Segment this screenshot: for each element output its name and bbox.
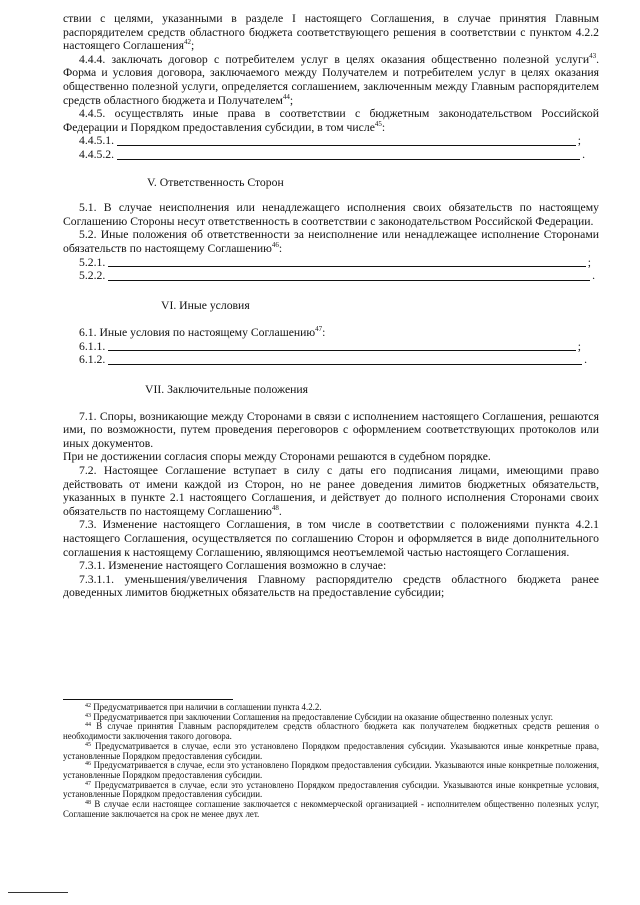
footnotes	[63, 703, 599, 819]
section-heading-5: V. Ответственность Сторон	[147, 175, 284, 189]
footnote-ref-47: 47	[315, 325, 323, 334]
footnote-48: $^{48}$ В случае если настоящее соглашение заключается с некоммерческой организацией - исполнителем общественно полезных услуг, Соглашение заключается на срок не менее двух лет.	[63, 799, 600, 819]
footnote-ref-42: 42	[183, 38, 191, 47]
blank-line	[117, 149, 580, 160]
fill-line-5-2-2: 5.2.2. .	[79, 269, 595, 283]
paragraph-5-2: 5.2. Иные положения об ответственности за неисполнение или ненадлежащее исполнение Сторонами обязательств по настоящему Соглашению$^{46}$:	[63, 228, 599, 255]
paragraph-5-1: 5.1. В случае неисполнения или ненадлежащего исполнения своих обязательств по настоящему Соглашению Стороны несут ответственность в соответствии с законодательством Российской Федерации.	[63, 201, 599, 228]
fill-line-4-4-5-2: 4.4.5.2. .	[79, 147, 585, 161]
footnote-ref-43: 43	[589, 51, 597, 60]
paragraph-7-1-court: При не достижении согласия споры между Сторонами решаются в судебном порядке.	[63, 450, 491, 464]
footnote-46: $^{46}$ Предусматривается в случае, если это установлено Порядком предоставления субсидии. Указываются иные конкретные положения, установленные Порядком предоставления субсидии.	[63, 760, 599, 780]
blank-line	[108, 270, 590, 281]
document-body	[63, 12, 599, 600]
footnote-43: $^{43}$ Предусматривается при заключении Соглашения на предоставление Субсидии на оказание общественно полезных услуг.	[85, 711, 553, 722]
footnote-ref-45: 45	[374, 119, 382, 128]
paragraph-7-3-1-1: 7.3.1.1. уменьшения/увеличения Главному распорядителю средств областного бюджета ранее доведенных лимитов бюджетных обязательств на предоставление субсидии;	[63, 572, 599, 600]
paragraph-7-3-1: 7.3.1. Изменение настоящего Соглашения возможно в случае:	[79, 559, 387, 573]
fill-line-6-1-1: 6.1.1. ;	[79, 339, 581, 353]
section-heading-7: VII. Заключительные положения	[145, 383, 309, 397]
blank-line	[108, 256, 585, 267]
paragraph-7-2: 7.2. Настоящее Соглашение вступает в силу с даты его подписания лицами, имеющими право действовать от имени каждой из Сторон, но не ранее доведения лимитов бюджетных обязательств, указанных в пункте 2.1 настоящего Соглашения, и действует до полного исполнения Сторонами своих обязательств по настоящему Соглашению$^{48}$.	[63, 464, 599, 518]
paragraph-continuation: ствии с целями, указанными в разделе I настоящего Соглашения, в случае принятия Главным распорядителем средств областного бюджета соответствующего решения в соответствии с пунктом 4.2.2 настоящего Соглашения$^{42}$;	[63, 12, 599, 53]
footnote-42: $^{42}$ Предусматривается при наличии в соглашении пункта 4.2.2.	[85, 702, 322, 712]
section-heading-6: VI. Иные условия	[161, 298, 250, 312]
paragraph-7-3: 7.3. Изменение настоящего Соглашения, в том числе в соответствии с положениями пункта 4.2.1 настоящего Соглашения, осуществляется по соглашению Сторон и оформляется в виде дополнительного соглашения к настоящему Соглашению, являющимся неотъемлемой частью настоящего Соглашения.	[63, 518, 599, 559]
paragraph-4-4-4: 4.4.4. заключать договор с потребителем услуг в целях оказания общественно полезной услуги$^{43}$. Форма и условия договора, заключаемого между Получателем и потребителем услуг в целях оказания общественно полезной услуги, определяется соглашением, заключенным между Главным распорядителем средств областного бюджета и Получателем$^{44}$;	[63, 51, 599, 107]
fill-line-4-4-5-1: 4.4.5.1. ;	[79, 134, 581, 148]
fill-line-6-1-2: 6.1.2. .	[79, 353, 587, 367]
footnote-44: $^{44}$ В случае принятия Главным распорядителем средств областного бюджета как получателем бюджетных средств решения о необходимости заключения такого договора.	[63, 721, 599, 742]
footnote-separator	[63, 699, 233, 700]
fill-line-5-2-1: 5.2.1. ;	[79, 255, 591, 269]
footnote-45: $^{45}$ Предусматривается в случае, если это установлено Порядком предоставления субсидии. Указываются иные конкретные права, установленные Порядком предоставления субсидии.	[63, 740, 600, 761]
footnote-ref-44: 44	[282, 92, 290, 101]
paragraph-7-1: 7.1. Споры, возникающие между Сторонами в связи с исполнением настоящего Соглашения, решаются ими, по возможности, путем проведения переговоров с оформлением соответствующих протоколов или иных документов.	[63, 409, 599, 450]
blank-line	[108, 354, 582, 365]
blank-line	[117, 135, 576, 146]
paragraph-4-4-5: 4.4.5. осуществлять иные права в соответствии с бюджетным законодательством Российской Федерации и Порядком предоставления субсидии, в том числе$^{45}$:	[63, 107, 599, 134]
footnote-ref-48: 48	[271, 503, 279, 512]
paragraph-6-1: 6.1. Иные условия по настоящему Соглашению$^{47}$:	[79, 325, 326, 340]
blank-line	[108, 340, 575, 351]
scan-edge-mark	[8, 892, 68, 893]
footnote-47: $^{47}$ Предусматривается в случае, если это установлено Порядком предоставления субсидии. Указываются иные конкретные условия, установленные Порядком предоставления субсидии.	[63, 779, 599, 800]
footnote-ref-46: 46	[271, 240, 279, 249]
